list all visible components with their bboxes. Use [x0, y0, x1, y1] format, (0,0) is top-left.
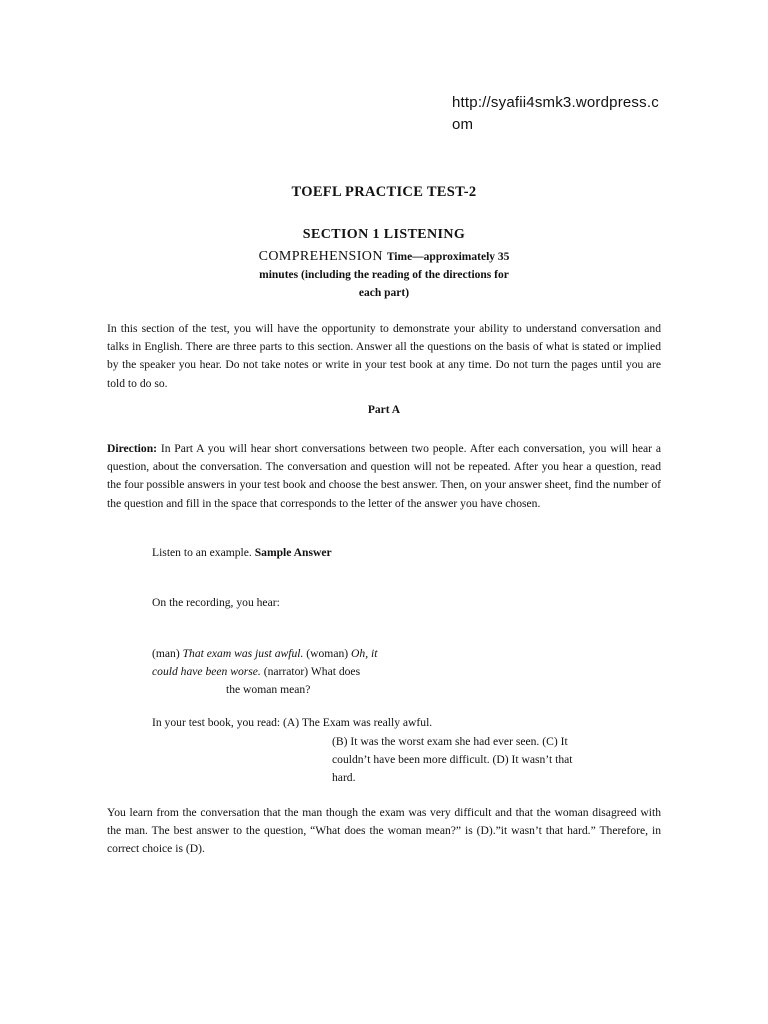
example-dialogue	[152, 645, 402, 699]
direction-label: Direction:	[107, 442, 158, 455]
example-intro	[152, 544, 332, 562]
intro-paragraph: In this section of the test, you will have the opportunity to demonstrate your ability to understand conversation and talks in English. There are three parts to this section. Answer all the questions on the basis of what is stated or implied by the speaker you hear. Do not take notes or write in your test book at any time. Do not turn the pages until you are told to do so.	[107, 322, 661, 390]
man-label: (man)	[152, 647, 183, 660]
woman-line: Oh, it could have been worse.	[152, 647, 378, 678]
woman-label: (woman)	[303, 647, 352, 660]
page-title: TOEFL PRACTICE TEST-2	[291, 184, 477, 200]
time-note-end: each part)	[358, 287, 410, 299]
answer-choices: (B) It was the worst exam she had ever seen. (C) It couldn’t have been more difficult. (D) It wasn’t that hard.	[332, 735, 573, 784]
source-url: http://syafii4smk3.wordpress.com	[452, 94, 659, 133]
time-note: Time—approximately 35	[386, 251, 510, 263]
part-a-heading: Part A	[367, 404, 401, 416]
section-heading: SECTION 1 LISTENING	[302, 227, 466, 242]
time-note-continued: minutes (including the reading of the directions for	[259, 269, 509, 281]
question-end: the woman mean?	[226, 683, 311, 696]
on-recording-text: On the recording, you hear:	[152, 596, 280, 609]
sample-answer-label: Sample Answer	[254, 546, 332, 559]
listen-text: Listen to an example.	[152, 546, 255, 559]
direction-text: In Part A you will hear short conversations between two people. After each conversation, you will hear a question, about the conversation. The conversation and question will not be repeated. After you hear a question, read the four possible answers in your test book and choose the best answer. Then, on your answer sheet, find the number of the question and fill in the space that corresponds to the letter of the answer you have chosen.	[107, 442, 661, 510]
section-comprehension-line	[0, 247, 768, 266]
direction-paragraph	[107, 440, 661, 513]
explanation-paragraph: You learn from the conversation that the man though the exam was very difficult and that the woman disagreed with the man. The best answer to the question, “What does the woman mean?” is (D).”it wasn’t that hard.” Therefore, in correct choice is (D).	[107, 806, 661, 856]
test-book-read-line: In your test book, you read: (A) The Exam was really awful.	[152, 716, 433, 729]
man-line: That exam was just awful.	[182, 647, 304, 660]
comprehension-word: COMPREHENSION	[258, 249, 383, 264]
narrator-line: (narrator) What does	[260, 665, 361, 678]
